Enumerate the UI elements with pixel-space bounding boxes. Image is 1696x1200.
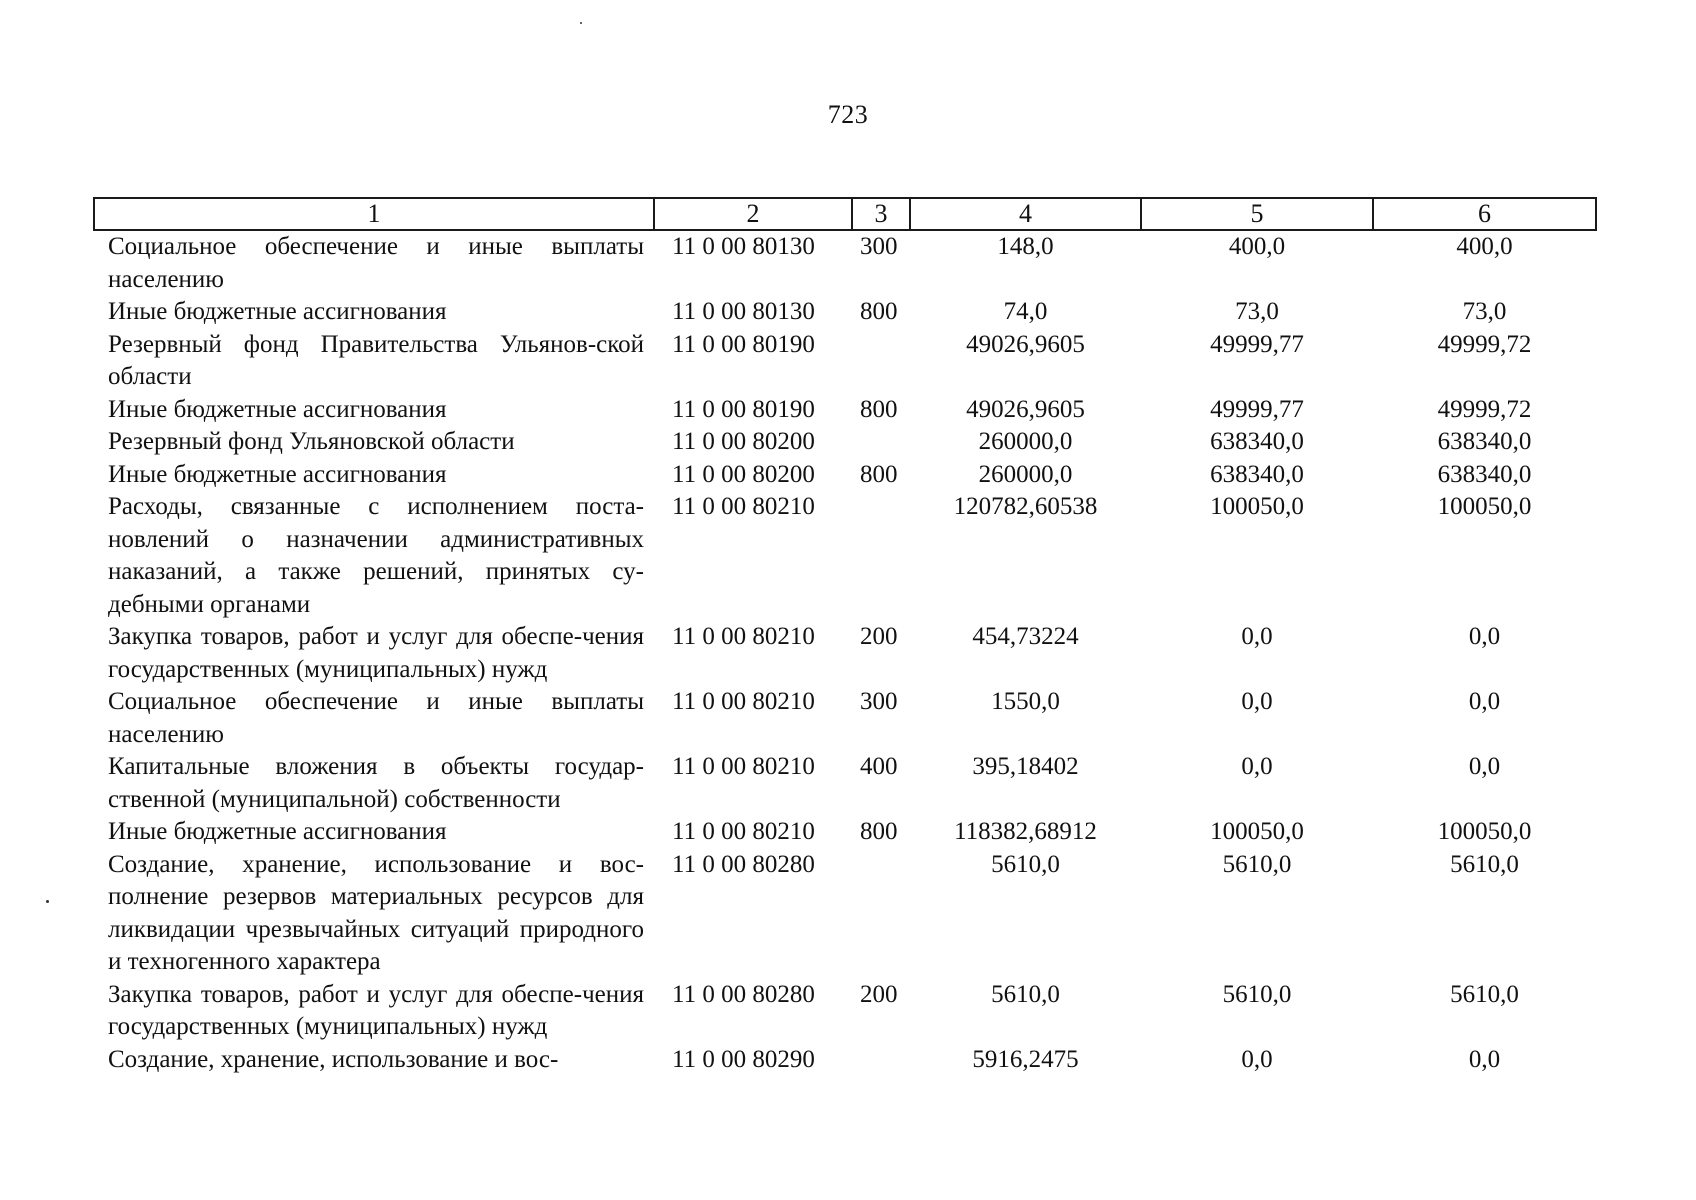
table-row [94,751,1596,816]
row-name: Создание, хранение, использование и вос- [108,1045,559,1073]
row-name: Иные бюджетные ассигнования [108,298,447,325]
column-header-6: 6 [1373,198,1596,230]
table-row [94,979,1596,1044]
amount-col-4: 5610,0 [991,980,1060,1008]
target-article-code: 11 0 00 80190 [672,330,815,358]
target-article-code: 11 0 00 80210 [672,688,815,715]
amount-col-5: 49999,77 [1210,395,1304,423]
header-row [94,198,1596,230]
column-header-1: 1 [94,198,654,230]
expense-type-code: 800 [860,395,898,423]
amount-col-4: 74,0 [1003,298,1048,325]
target-article-code: 11 0 00 80210 [672,493,815,520]
amount-col-6: 0,0 [1468,1045,1501,1073]
amount-col-6: 400,0 [1456,233,1513,260]
amount-col-4: 260000,0 [978,460,1073,488]
amount-col-6: 638340,0 [1437,428,1532,455]
row-name: Социальное обеспечение и иные выплаты населению [108,233,644,293]
amount-col-4: 49026,9605 [966,330,1085,358]
amount-col-5: 5610,0 [1222,850,1292,878]
expense-type-code [852,329,910,394]
amount-col-5: 638340,0 [1210,460,1304,488]
amount-col-6: 5610,0 [1450,850,1519,878]
amount-col-4: 1550,0 [991,688,1060,715]
amount-col-4: 395,18402 [972,753,1079,780]
target-article-code: 11 0 00 80130 [672,298,815,325]
table-row [94,394,1596,427]
target-article-code: 11 0 00 80290 [672,1045,815,1073]
amount-col-5: 0,0 [1241,623,1273,650]
expense-type-code: 300 [860,233,898,260]
table-row [94,329,1596,394]
amount-col-4: 5916,2475 [972,1045,1079,1073]
amount-col-4: 118382,68912 [954,818,1097,845]
table-row [94,1044,1596,1077]
target-article-code: 11 0 00 80210 [672,623,815,650]
amount-col-6: 638340,0 [1437,460,1532,488]
budget-table-container [93,197,1595,1076]
target-article-code: 11 0 00 80210 [672,753,815,780]
column-header-5: 5 [1141,198,1373,230]
scan-speck [46,900,49,903]
table-row [94,426,1596,459]
column-header-3: 3 [852,198,910,230]
amount-col-6: 100050,0 [1437,818,1532,845]
target-article-code: 11 0 00 80280 [672,850,815,878]
amount-col-6: 5610,0 [1450,980,1519,1008]
expense-type-code [852,426,910,459]
amount-col-6: 49999,72 [1437,330,1532,358]
target-article-code: 11 0 00 80200 [672,428,815,455]
table-header [94,198,1596,230]
amount-col-6: 0,0 [1468,623,1501,650]
table-row [94,686,1596,751]
amount-col-5: 100050,0 [1210,818,1304,845]
amount-col-6: 0,0 [1468,688,1501,715]
amount-col-6: 100050,0 [1437,493,1532,520]
expense-type-code: 800 [860,818,898,845]
amount-col-5: 638340,0 [1210,428,1304,455]
amount-col-5: 0,0 [1241,1045,1273,1073]
amount-col-4: 5610,0 [991,850,1060,878]
expense-type-code: 200 [860,623,898,650]
budget-table [93,197,1597,1076]
row-name: Резервный фонд Ульяновской области [108,428,515,455]
amount-col-4: 49026,9605 [966,395,1085,423]
table-row [94,849,1596,979]
row-name: Иные бюджетные ассигнования [108,395,447,423]
row-name: Иные бюджетные ассигнования [108,460,447,488]
amount-col-5: 5610,0 [1222,980,1292,1008]
target-article-code: 11 0 00 80210 [672,818,815,845]
column-header-2: 2 [654,198,852,230]
target-article-code: 11 0 00 80190 [672,395,815,423]
table-row [94,621,1596,686]
table-row [94,816,1596,849]
row-name: Резервный фонд Правительства Ульянов-ской области [108,330,644,390]
amount-col-4: 260000,0 [978,428,1073,455]
amount-col-6: 49999,72 [1437,395,1532,423]
row-name: Создание, хранение, использование и вос-полнение резервов материальных ресурсов для ликвидации чрезвычайных ситуаций природного и техногенного характера [108,850,644,975]
row-name: Капитальные вложения в объекты государ-ственной (муниципальной) собственности [108,753,644,813]
table-body [94,230,1596,1076]
amount-col-6: 73,0 [1462,298,1507,325]
amount-col-5: 49999,77 [1210,330,1304,358]
row-name: Закупка товаров, работ и услуг для обеспе-чения государственных (муниципальных) нужд [108,980,644,1040]
row-name: Закупка товаров, работ и услуг для обеспе-чения государственных (муниципальных) нужд [108,623,644,683]
expense-type-code: 400 [860,753,898,780]
row-name: Иные бюджетные ассигнования [108,818,447,845]
expense-type-code [852,1044,910,1077]
amount-col-5: 100050,0 [1210,493,1304,520]
amount-col-5: 400,0 [1228,233,1286,260]
table-row [94,459,1596,492]
amount-col-5: 73,0 [1235,298,1279,325]
page-number: 723 [827,100,869,129]
amount-col-6: 0,0 [1468,753,1501,780]
expense-type-code [852,849,910,979]
table-row [94,230,1596,296]
amount-col-5: 0,0 [1241,753,1273,780]
row-name: Расходы, связанные с исполнением поста-новлений о назначении административных наказаний, а также решений, принятых су-дебными органами [108,493,644,618]
expense-type-code: 800 [860,298,898,325]
row-name: Социальное обеспечение и иные выплаты населению [108,688,644,748]
amount-col-5: 0,0 [1241,688,1273,715]
expense-type-code [852,491,910,621]
target-article-code: 11 0 00 80200 [672,460,815,488]
table-row [94,296,1596,329]
column-header-4: 4 [910,198,1141,230]
table-row [94,491,1596,621]
amount-col-4: 454,73224 [972,623,1079,650]
scan-speck [580,22,582,24]
target-article-code: 11 0 00 80130 [672,233,815,260]
amount-col-4: 120782,60538 [953,493,1098,520]
target-article-code: 11 0 00 80280 [672,980,815,1008]
expense-type-code: 300 [860,688,898,715]
expense-type-code: 800 [860,460,898,488]
expense-type-code: 200 [860,980,898,1008]
amount-col-4: 148,0 [997,233,1054,260]
